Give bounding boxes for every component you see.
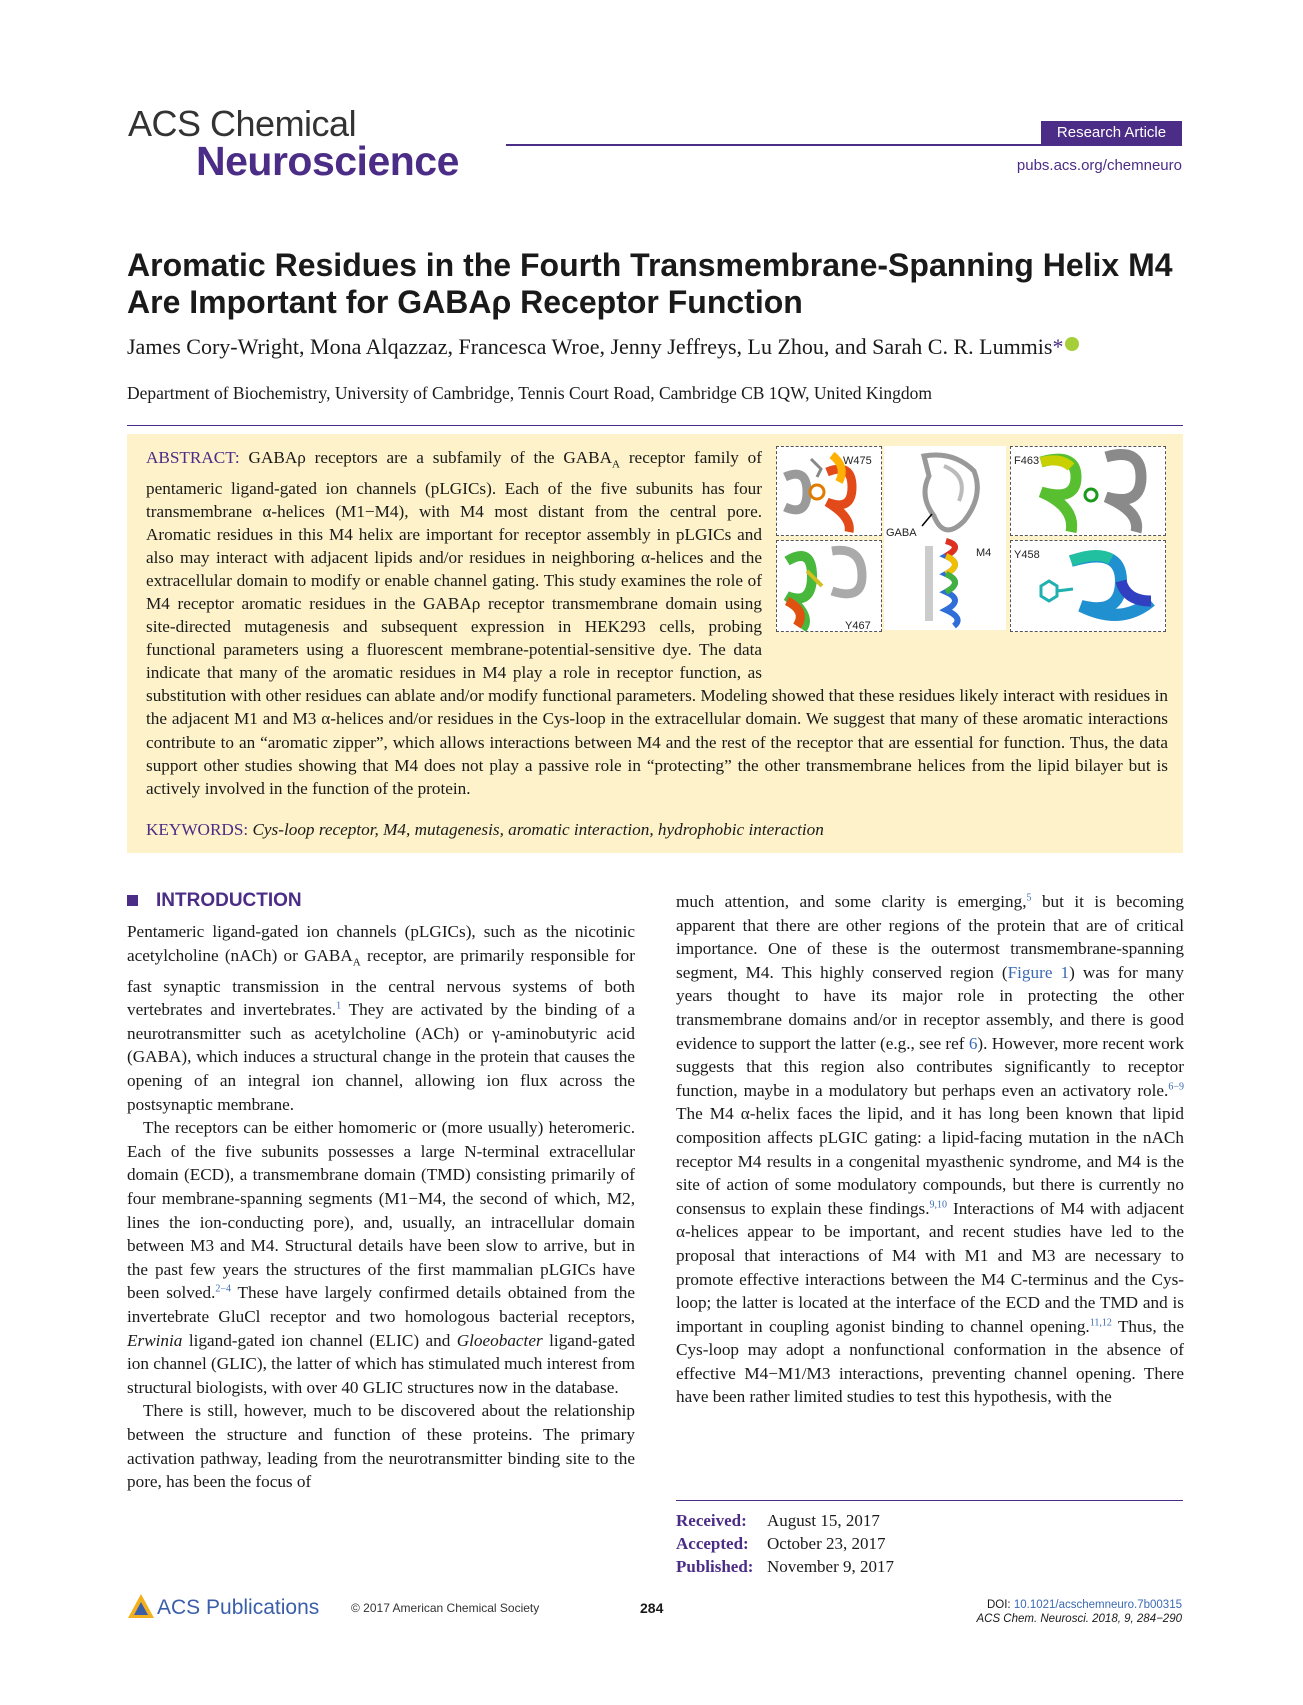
abstract-text	[146, 446, 1168, 800]
section-heading-introduction	[127, 890, 302, 912]
journal-url-link[interactable]: pubs.acs.org/chemneuro	[1016, 157, 1182, 174]
journal-logo-bottom: Neuroscience	[196, 138, 459, 184]
citation: ACS Chem. Neurosci. 2018, 9, 284−290	[976, 1613, 1182, 1625]
abstract-seg2: receptor family of pentameric ligand-gated ion channels (pLGICs). Each of the five subunits has four transmembrane α-helices (M1−M4), with M4 most distant from the central pore. Aromatic residues in this M4 helix are important for receptor assembly in pLGICs and also may interact with adjacent lipids and/or residues in neighboring α-helices and the extracellular domain to modify or enable channel gating. This study examines the role of M4 receptor aromatic residues in the GABAρ receptor transmembrane domain using site-directed mutagenesis and subsequent expression in HEK293 cells, probing functional parameters using a fluorescent membrane-potential-sensitive dye. The data indicate that many of the aromatic residues in M4 play a role in receptor function, as substitution with other residues can ablate and/or modify functional parameters. Modeling showed that these residues likely interact with residues in the adjacent M1 and M3 α-helices and/or residues in the Cys-loop in the extracellular domain. We suggest that many of these aromatic interactions contribute to an “aromatic zipper”, which allows interactions between M4 and the rest of the receptor that are essential for function. Thus, the data support other studies showing that M4 does not play a passive role in “protecting” the other transmembrane helices from the lipid bilayer but is actively involved in the function of the protein.	[146, 448, 1168, 798]
ref-link-5[interactable]: 5	[1026, 892, 1032, 904]
intro-paragraph-4: much attention, and some clarity is emerging,$^5$ but it is becoming apparent that there are other regions of the protein that are of critical importance. One of these is the outermost transmembrane-spanning segment, M4. This highly conserved region (Figure 1) was for many years thought to have its major role in protecting the other transmembrane domains and/or in receptor assembly, and there is good evidence to support the latter (e.g., see ref 6). However, more recent work suggests that this region also contributes significantly to receptor function, maybe in a modulatory but perhaps even an activatory role.$^{6-9}$ The M4 α-helix faces the lipid, and it has long been known that lipid composition affects pLGIC gating: a lipid-facing mutation in the nACh receptor M4 results in a congenital myasthenic syndrome, and M4 is the site of action of some modulatory compounds, but there is currently no consensus to explain these findings.$^{9,10}$ Interactions of M4 with adjacent α-helices appear to be important, and recent studies have led to the proposal that interactions of M4 with M1 and M3 are necessary to promote effective interactions between the M4 C-terminus and the Cys-loop; the latter is located at the interface of the ECD and the TMD and is important in coupling agonist binding to channel opening.$^{11,12}$ Thus, the Cys-loop may adopt a nonfunctional conformation in the absence of effective M4−M1/M3 interactions, preventing channel opening. There have been rather limited studies to test this hypothesis, with the	[676, 892, 1184, 1407]
section-heading-text: INTRODUCTION	[156, 890, 302, 911]
toc-panel-center	[884, 446, 1006, 630]
keywords-label: KEYWORDS:	[146, 820, 249, 839]
abstract-label: ABSTRACT:	[146, 448, 240, 467]
ref-link-2-4[interactable]: 2−4	[215, 1283, 232, 1295]
label-w475: W475	[843, 455, 872, 467]
dates-divider	[676, 1500, 1183, 1501]
toc-graphic	[776, 446, 1168, 661]
toc-panel-f463	[1010, 446, 1166, 536]
ref-link-1[interactable]: 1	[336, 1000, 342, 1012]
abstract-seg1: GABAρ receptors are a subfamily of the GABA	[239, 448, 613, 467]
ref-link-11-12[interactable]: 11,12	[1089, 1316, 1112, 1328]
affiliation: Department of Biochemistry, University of Cambridge, Tennis Court Road, Cambridge CB 1QW, United Kingdom	[127, 383, 932, 403]
section-square-icon	[127, 895, 138, 906]
figure-1-link[interactable]: Figure 1	[1007, 962, 1070, 982]
accepted-label: Accepted:	[676, 1534, 749, 1553]
label-f463: F463	[1014, 455, 1040, 467]
journal-logo-top: ACS Chemical	[128, 103, 357, 144]
corresponding-author-mark[interactable]: *	[1052, 334, 1064, 359]
acs-logo-icon	[127, 1592, 155, 1622]
author-list	[127, 333, 1187, 361]
doi-block	[976, 1598, 1182, 1626]
received-label: Received:	[676, 1511, 747, 1530]
title-divider	[127, 425, 1183, 426]
doi-link[interactable]: 10.1021/acschemneuro.7b00315	[1013, 1599, 1182, 1611]
label-y467: Y467	[845, 620, 871, 632]
page-number: 284	[640, 1600, 664, 1616]
label-m4: M4	[976, 547, 992, 559]
toc-panel-y467	[776, 540, 882, 632]
doi-label: DOI:	[986, 1599, 1014, 1611]
intro-paragraph-2: The receptors can be either homomeric or (more usually) heteromeric. Each of the five subunits possesses a large N-terminal extracellular domain (ECD), a transmembrane domain (TMD) consisting primarily of four membrane-spanning segments (M1−M4, the second of which, M2, lines the ion-conducting pore), and, usually, an intracellular domain between M3 and M4. Structural details have been slow to arrive, but in the past few years the structures of the first mammalian pLGICs have been solved.$^{2-4}$ These have largely confirmed details obtained from the invertebrate GluCl receptor and two homologous bacterial receptors, Erwinia ligand-gated ion channel (ELIC) and Gloeobacter ligand-gated ion channel (GLIC), the latter of which has stimulated much interest from structural biologists, with over 40 GLIC structures now in the database.	[127, 1118, 635, 1397]
abstract-sub: A	[612, 458, 620, 471]
accepted-date: October 23, 2017	[767, 1534, 886, 1553]
authors-text: James Cory-Wright, Mona Alqazzaz, Francesca Wroe, Jenny Jeffreys, Lu Zhou, and Sarah C. R. Lummis	[127, 334, 1053, 359]
toc-panel-y458	[1010, 540, 1166, 632]
article-title: Aromatic Residues in the Fourth Transmembrane-Spanning Helix M4 Are Important for GABAρ Receptor Function	[127, 247, 1173, 320]
keywords-list: Cys-loop receptor, M4, mutagenesis, aromatic interaction, hydrophobic interaction	[248, 820, 824, 839]
copyright: © 2017 American Chemical Society	[351, 1601, 540, 1615]
publisher-name: ACS Publications	[157, 1596, 320, 1619]
ref-link-9-10[interactable]: 9,10	[929, 1198, 947, 1210]
publication-dates	[676, 1509, 894, 1578]
published-date: November 9, 2017	[767, 1557, 895, 1576]
received-date: August 15, 2017	[767, 1511, 880, 1530]
right-column	[676, 890, 1184, 1409]
intro-paragraph-1: Pentameric ligand-gated ion channels (pLGICs), such as the nicotinic acetylcholine (nACh) or $GABA_A$ receptor, are primarily responsible for fast synaptic transmission in the central nervous systems of both vertebrates and invertebrates.$^1$ They are activated by the binding of a neurotransmitter such as acetylcholine (ACh) or γ-aminobutyric acid (GABA), which induces a structural change in the protein that causes the opening of an integral ion channel, allowing ion flux across the postsynaptic membrane.	[127, 922, 635, 1114]
ref-link-6[interactable]: 6	[968, 1033, 978, 1053]
label-y458: Y458	[1014, 549, 1040, 561]
keywords	[146, 818, 1168, 841]
published-label: Published:	[676, 1557, 754, 1576]
orcid-icon[interactable]	[1065, 337, 1079, 351]
left-column	[127, 920, 635, 1494]
toc-panel-w475	[776, 446, 882, 536]
label-gaba: GABA	[886, 527, 917, 539]
article-type-badge: Research Article	[1041, 121, 1182, 145]
ref-link-6-9[interactable]: 6−9	[1168, 1081, 1184, 1093]
intro-paragraph-3: There is still, however, much to be discovered about the relationship between the structure and function of these proteins. The primary activation pathway, leading from the neurotransmitter binding site to the pore, has been the focus of	[127, 1401, 635, 1492]
